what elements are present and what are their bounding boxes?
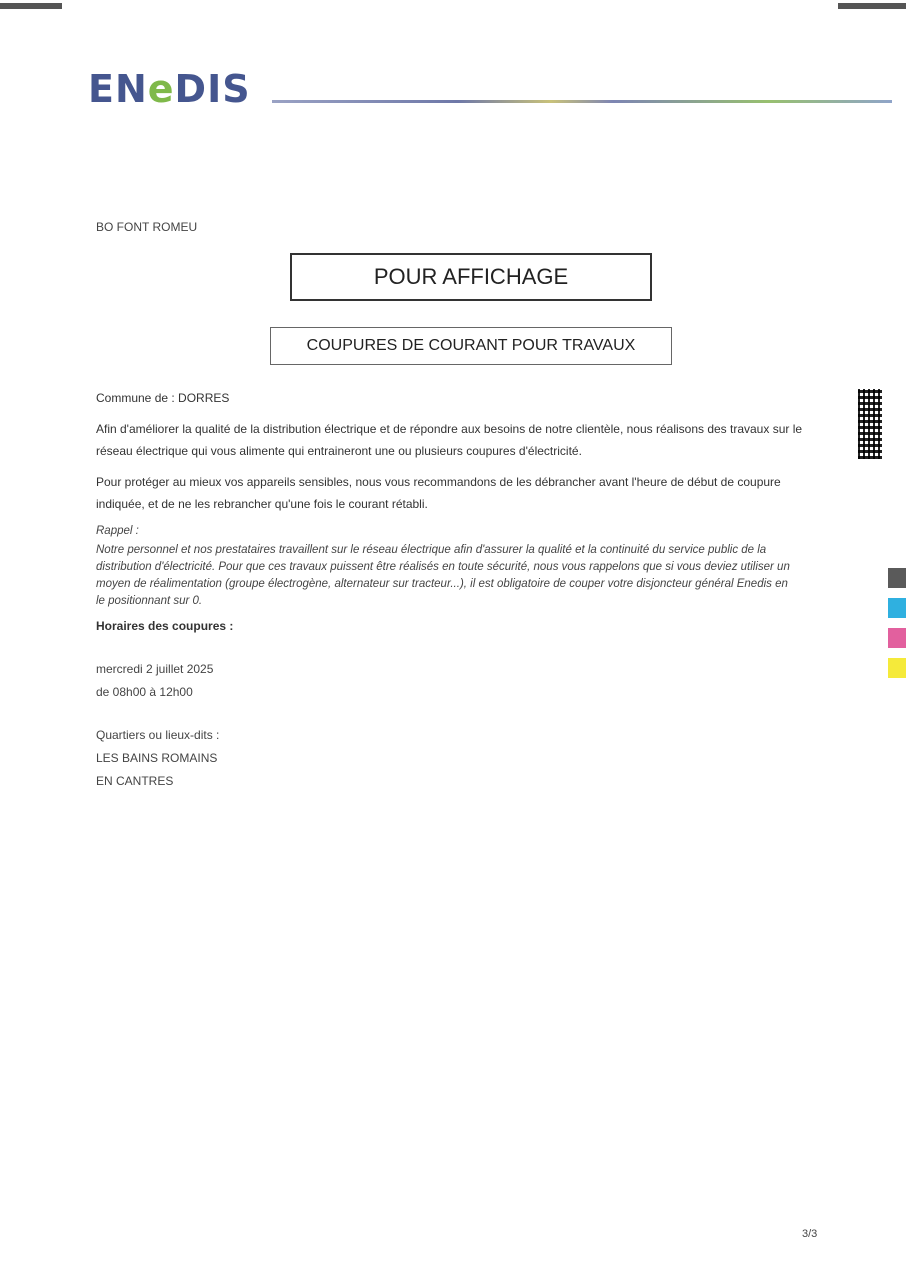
notice-title-box — [290, 253, 652, 301]
intro-paragraph: Afin d'améliorer la qualité de la distribution électrique et de répondre aux besoins de notre clientèle, nous réalisons des travaux sur le réseau électrique qui vous alimente qui entraineront une ou plusieurs coupures d'électricité. — [96, 422, 803, 458]
notice-subtitle: COUPURES DE COURANT POUR TRAVAUX — [306, 337, 636, 354]
color-swatch-magenta — [888, 628, 906, 648]
enedis-logo — [88, 66, 251, 112]
scan-corner-mark-left — [0, 3, 62, 9]
commune-line: Commune de : DORRES — [96, 391, 230, 405]
logo-part-1: EN — [88, 67, 148, 111]
notice-subtitle-box — [270, 327, 672, 365]
notice-title: POUR AFFICHAGE — [373, 264, 569, 289]
advice-paragraph: Pour protéger au mieux vos appareils sensibles, nous vous recommandons de les débrancher avant l'heure de début de coupure indiquée, et de ne les rebrancher qu'une fois le courant rétabli. — [96, 475, 781, 511]
page-number: 3/3 — [802, 1228, 818, 1240]
place-item: EN CANTRES — [96, 774, 174, 788]
addressee: BO FONT ROMEU — [96, 220, 198, 234]
outage-date: mercredi 2 juillet 2025 — [96, 662, 214, 676]
place-item: LES BAINS ROMAINS — [96, 751, 218, 765]
rappel-title: Rappel : — [96, 525, 139, 537]
quartiers-label: Quartiers ou lieux-dits : — [96, 728, 220, 742]
logo-part-2: DIS — [174, 67, 251, 111]
header-rule — [272, 100, 892, 103]
outage-time: de 08h00 à 12h00 — [96, 685, 193, 699]
color-swatch-yellow — [888, 658, 906, 678]
horaires-title: Horaires des coupures : — [96, 619, 234, 633]
scan-corner-mark-right — [838, 3, 906, 9]
color-swatch-cyan — [888, 598, 906, 618]
logo-accent: e — [147, 67, 175, 111]
datamatrix-code-icon — [858, 389, 882, 459]
color-swatch-gray — [888, 568, 906, 588]
rappel-text: Notre personnel et nos prestataires travaillent sur le réseau électrique afin d'assurer la qualité et la continuité du service public de la distribution d'électricité. Pour que ces travaux puissent être réalisés en toute sécurité, nous vous rappelons que si vous deviez utiliser un moyen de réalimentation (groupe électrogène, alternateur sur tracteur...), il est obligatoire de couper votre disjoncteur général Enedis en le positionnant sur 0. — [96, 544, 790, 607]
